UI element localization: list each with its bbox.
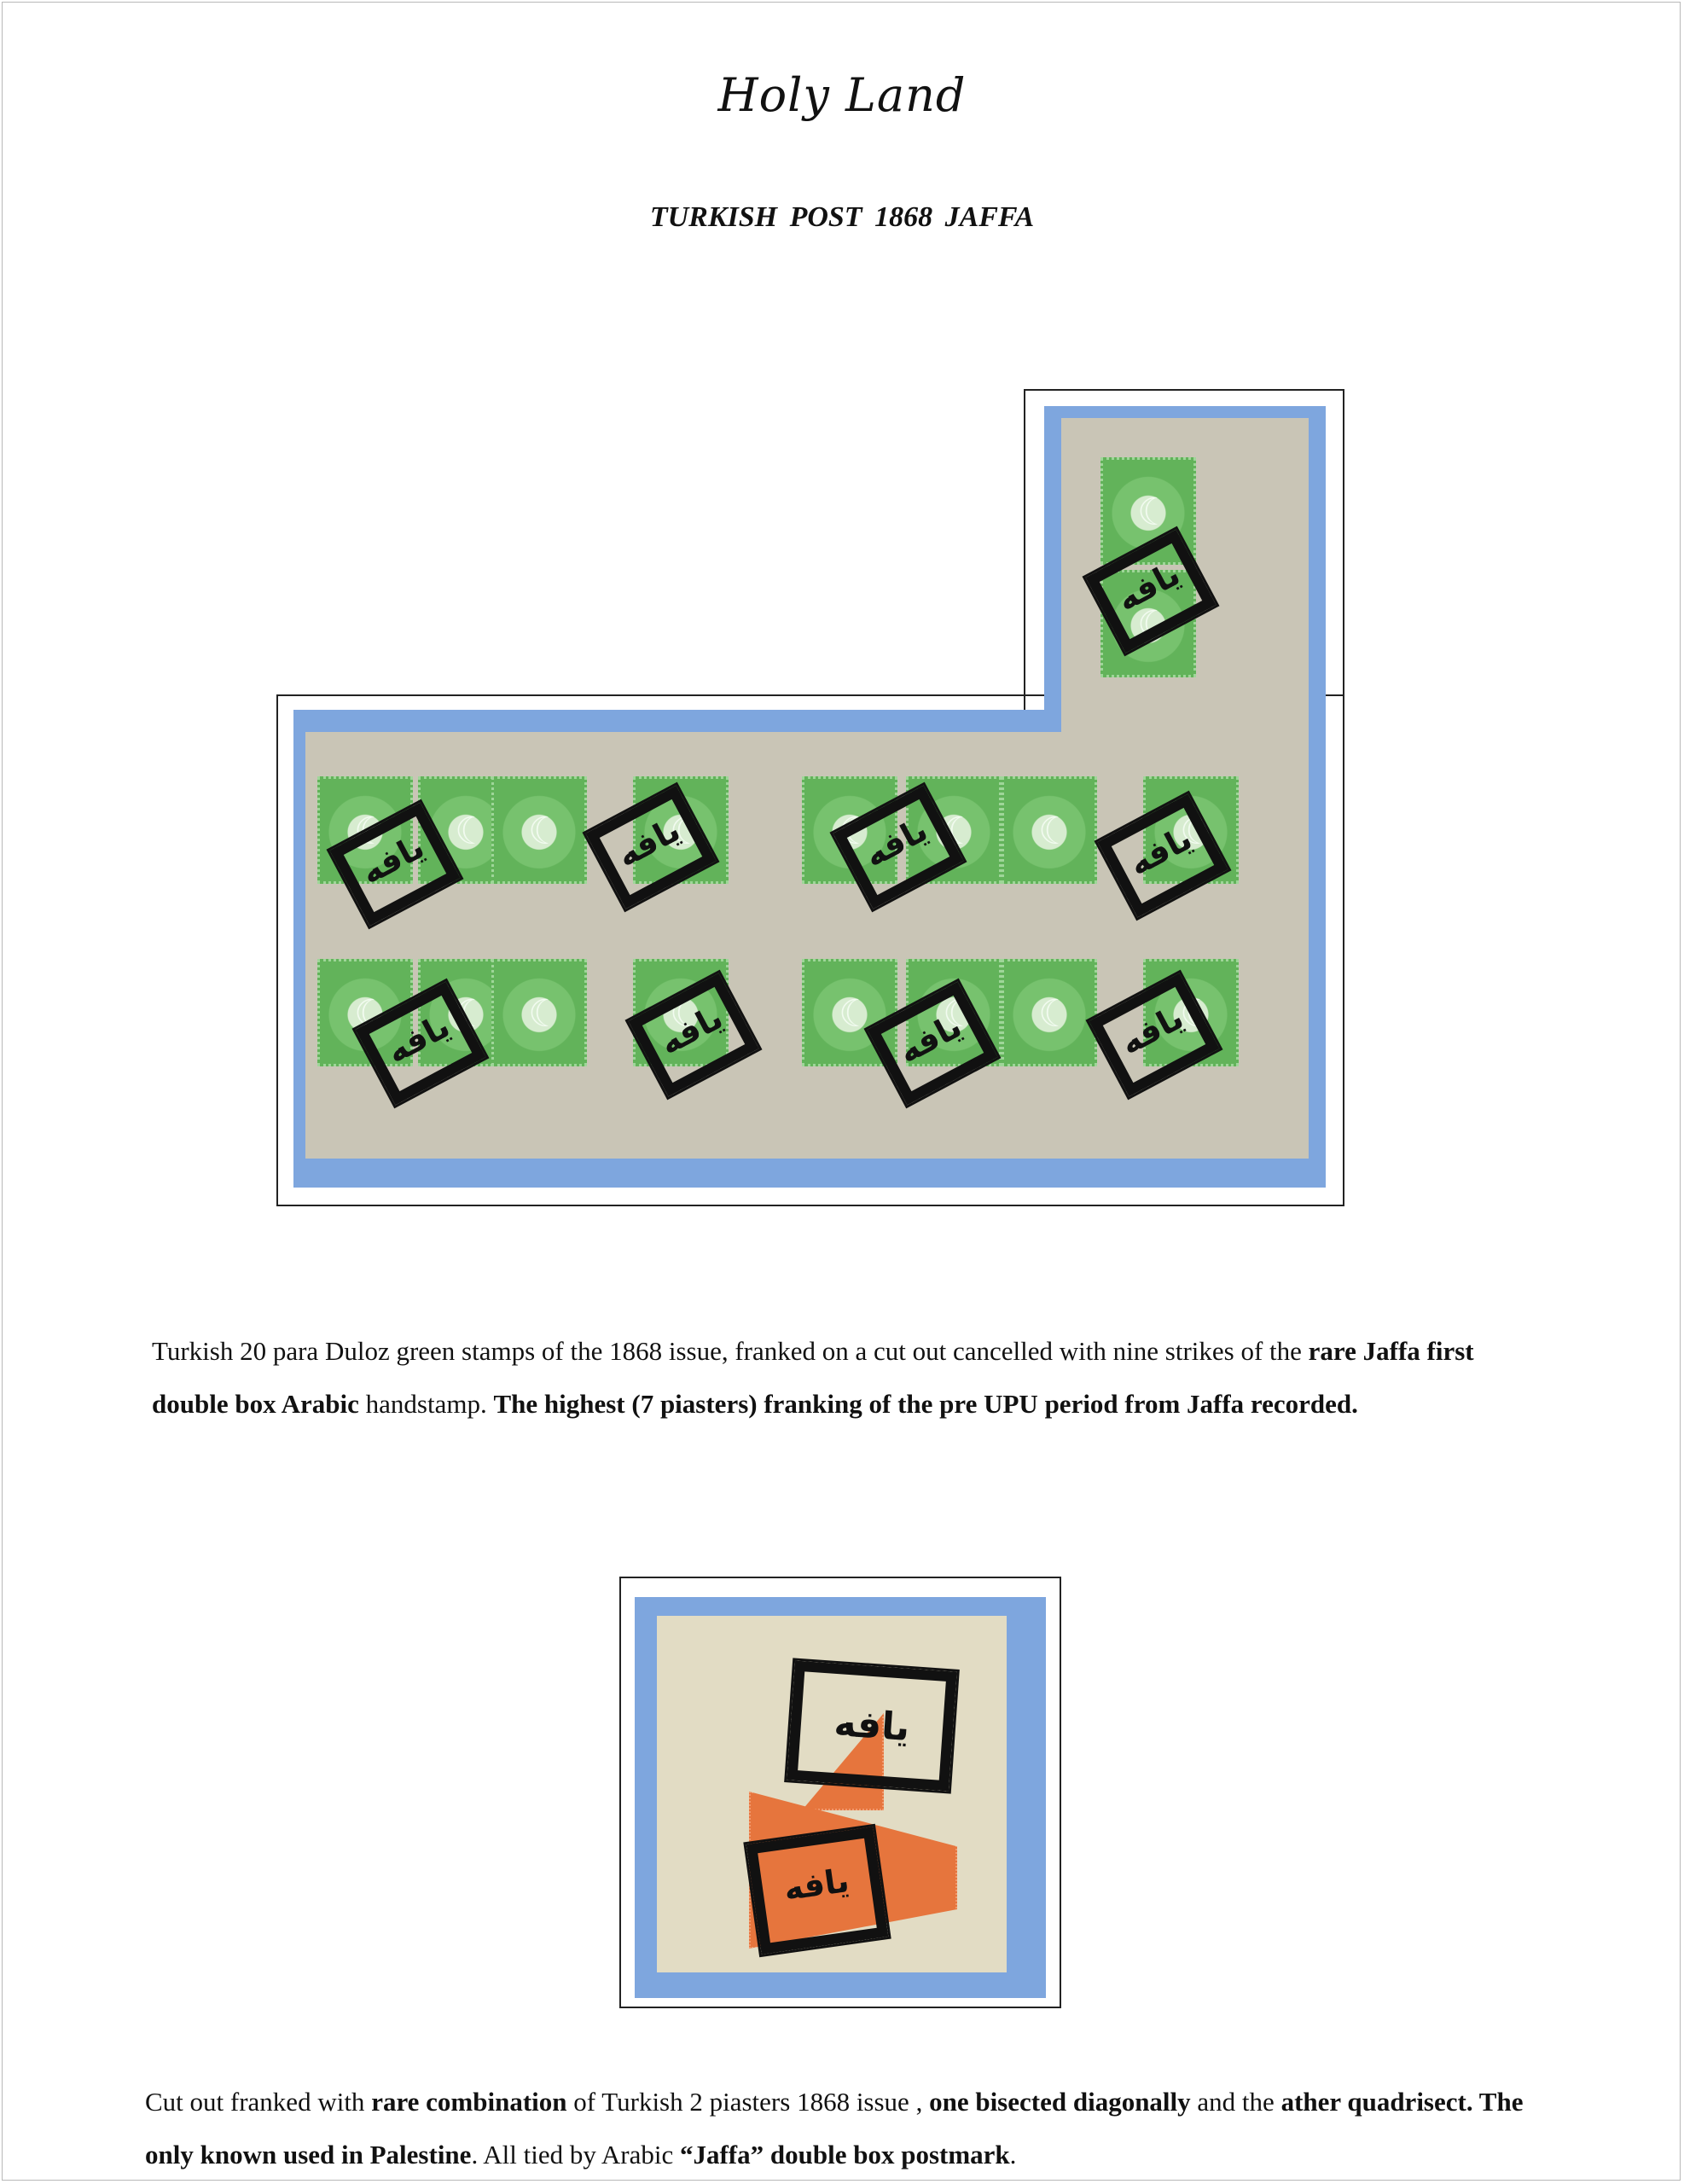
jaffa-double-box-cancel: يافه <box>624 970 762 1101</box>
caption-bold: rare combination <box>371 2087 567 2117</box>
jaffa-double-box-cancel: يافه <box>863 979 1001 1109</box>
jaffa-double-box-cancel: يافه <box>1082 526 1219 657</box>
caption-text: . <box>1009 2140 1017 2169</box>
caption-text: handstamp. <box>358 1389 494 1419</box>
exhibit-2-caption <box>145 2076 1544 2181</box>
jaffa-double-box-cancel: يافه <box>1094 791 1231 921</box>
jaffa-double-box-cancel: يافه <box>743 1824 891 1957</box>
jaffa-double-box-cancel: يافه <box>1085 970 1222 1101</box>
caption-text: Cut out franked with <box>145 2087 372 2117</box>
caption-text: of Turkish 2 piasters 1868 issue , <box>566 2087 930 2117</box>
caption-text: Turkish 20 para Duloz green stamps of the 1868 issue, franked on a cut out cancelled with nine strikes of the <box>152 1336 1309 1366</box>
page-title: Holy Land <box>717 68 967 122</box>
jaffa-double-box-cancel: يافه <box>351 979 489 1109</box>
caption-bold: rare Jaffa first double box Arabic <box>152 1336 1474 1419</box>
jaffa-double-box-cancel: يافه <box>784 1658 960 1793</box>
caption-bold: one bisected diagonally <box>929 2087 1191 2117</box>
caption-bold: “Jaffa” double box postmark <box>679 2140 1010 2169</box>
jaffa-double-box-cancel: يافه <box>829 782 967 913</box>
exhibit-1-caption <box>152 1325 1534 1431</box>
green-stamp <box>491 776 587 884</box>
jaffa-double-box-cancel: يافه <box>582 782 719 913</box>
jaffa-double-box-cancel: يافه <box>326 799 463 930</box>
caption-bold: ather quadrisect. The only known used in Palestine <box>145 2087 1524 2169</box>
green-stamp <box>1002 776 1097 884</box>
caption-text: and the <box>1190 2087 1281 2117</box>
green-stamp <box>1002 959 1097 1066</box>
caption-bold: The highest (7 piasters) franking of the pre UPU period from Jaffa recorded. <box>493 1389 1358 1419</box>
page-subtitle: TURKISH POST 1868 JAFFA <box>649 201 1035 233</box>
green-stamp <box>491 959 587 1066</box>
caption-text: . All tied by Arabic <box>471 2140 680 2169</box>
